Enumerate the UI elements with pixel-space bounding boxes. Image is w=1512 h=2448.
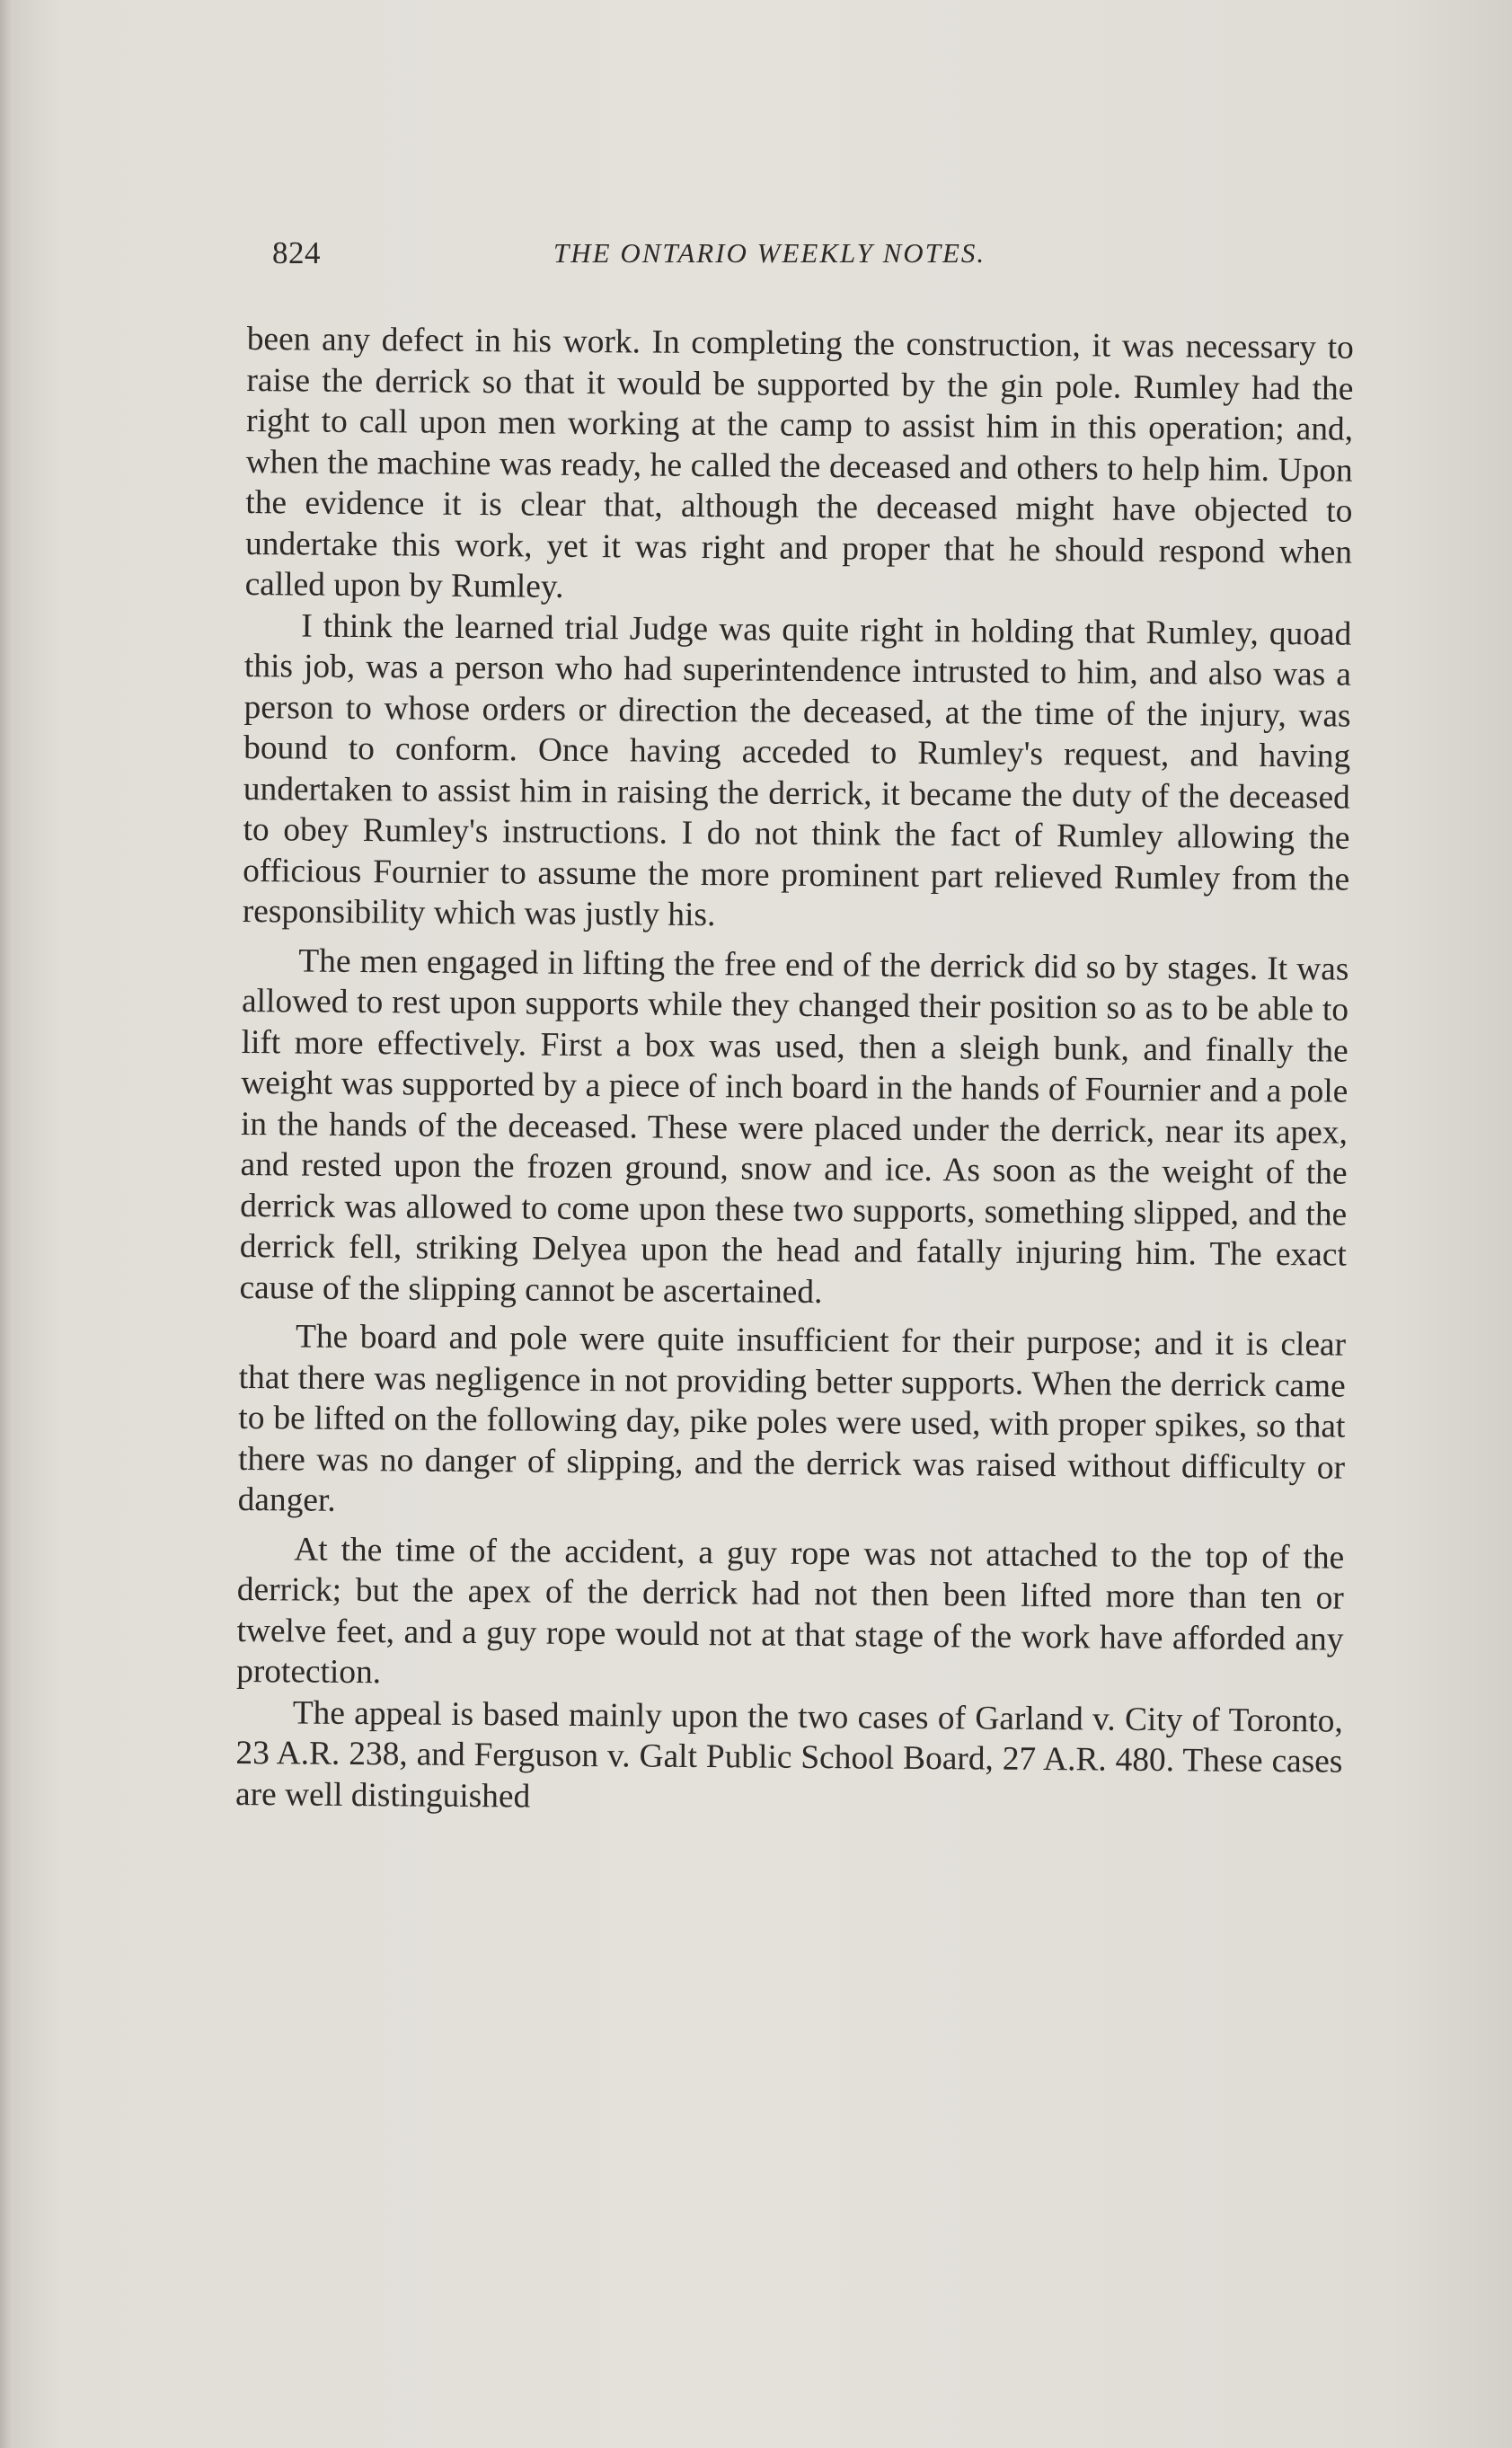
paragraph: The appeal is based mainly upon the two cases of Garland v. City of Toronto, 23 A.R. 238, and Ferguson v. Galt Public School Board, 27 A.R. 480. These cases are well distinguished — [234, 1693, 1343, 1816]
paragraph-continued: been any defect in his work. In completing the construction, it was necessary to raise the derrick so that it would be supported by the gin pole. Rumley had the right to call upon men working at the camp to assist him in this operation; and, when the machine was ready, he called the deceased and others to help him. Upon the evidence it is clear that, although the deceased might have objected to undertake this work, yet it was right and proper that he should respond when called upon by Rumley. — [244, 320, 1354, 605]
paragraph: The board and pole were quite insufficient for their purpose; and it is clear that there was negligence in not providing better supports. When the derrick came to be lifted on the following day, pike poles were used, with proper spikes, so that there was no danger of slipping, and the derrick was raised without difficulty or danger. — [237, 1318, 1347, 1519]
paragraph: At the time of the accident, a guy rope was not attached to the top of the derrick; but the apex of the derrick had not then been lifted more than ten or twelve feet, and a guy rope would not at that stage of the work have afforded any protection. — [236, 1530, 1345, 1692]
page-binding-edge — [0, 0, 13, 2448]
page-number: 824 — [272, 235, 321, 270]
paragraph: I think the learned trial Judge was quite right in holding that Rumley, quoad this job, was a person who had superintendence intrusted to him, and also was a person to whose orders or direction the deceased, at the time of the injury, was bound to conform. Once having acceded to Rumley's request, and having undertaken to assist him in raising the derrick, it became the duty of the deceased to obey Rumley's instructions. I do not think the fact of Rumley allowing the officious Fournier to assume the more prominent part relieved Rumley from the responsibility which was justly his. — [242, 606, 1352, 934]
paragraph: The men engaged in lifting the free end of the derrick did so by stages. It was allowed to rest upon supports while they changed their position so as to be able to lift more effectively. First a box was used, then a sleigh bunk, and finally the weight was supported by a piece of inch board in the hands of Fournier and a pole in the hands of the deceased. These were placed under the derrick, near its apex, and rested upon the frozen ground, snow and ice. As soon as the weight of the derrick was allowed to come upon these two supports, something slipped, and the derrick fell, striking Delyea upon the head and fatally injuring him. The exact cause of the slipping cannot be ascertained. — [239, 941, 1349, 1311]
body-text — [235, 319, 1354, 1824]
journal-title: THE ONTARIO WEEKLY NOTES. — [553, 237, 986, 269]
running-head — [272, 235, 1081, 280]
